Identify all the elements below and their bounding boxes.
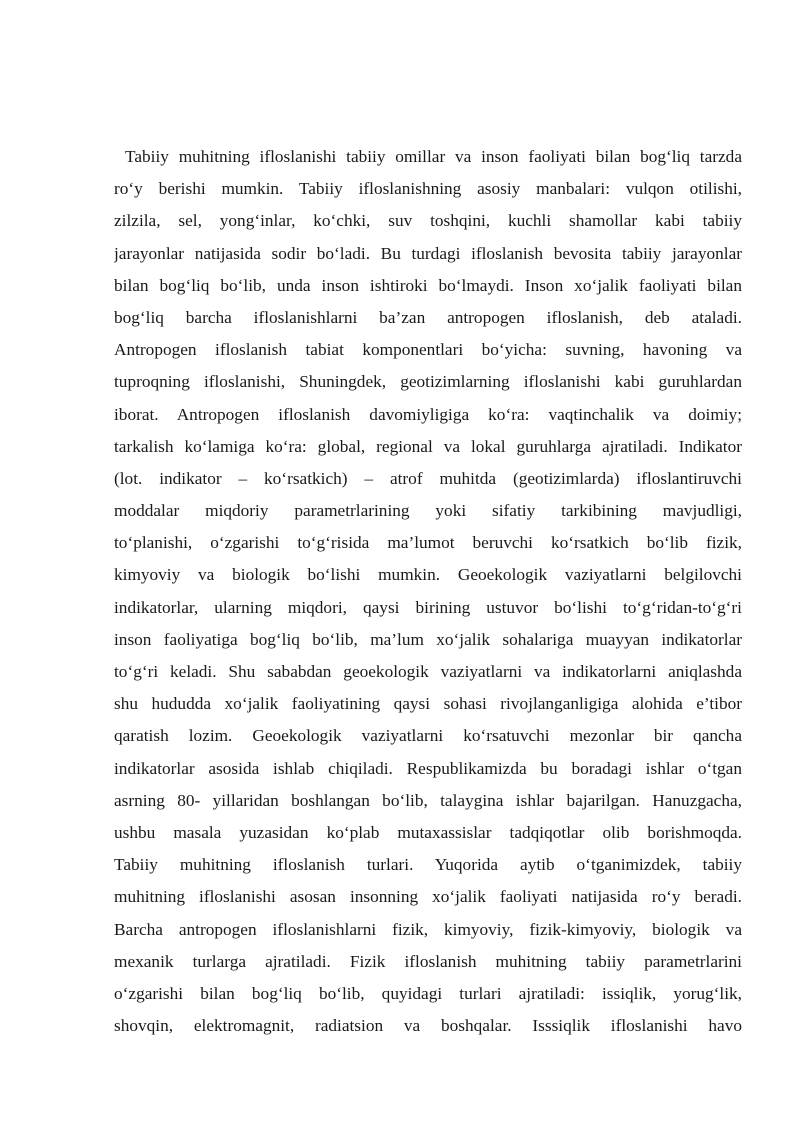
text-line: zilzila, sel, yong‘inlar, ko‘chki, suv toshqini, kuchli shamollar kabi tabiiy xyxy=(114,211,742,231)
text-line: kimyoviy va biologik bo‘lishi mumkin. Geoekologik vaziyatlarni belgilovchi xyxy=(114,565,742,585)
text-line: shu hududda xo‘jalik faoliyatining qaysi sohasi rivojlanganligiga alohida e’tibor xyxy=(114,694,742,714)
text-line: Tabiiy muhitning ifloslanishi tabiiy omillar va inson faoliyati bilan bog‘liq tarzda xyxy=(125,147,742,166)
text-line: iborat. Antropogen ifloslanish davomiyligiga ko‘ra: vaqtinchalik va doimiy; xyxy=(114,404,742,424)
text-line: asrning 80- yillaridan boshlangan bo‘lib, talaygina ishlar bajarilgan. Hanuzgacha, xyxy=(114,790,742,810)
text-line: moddalar miqdoriy parametrlarining yoki sifatiy tarkibining mavjudligi, xyxy=(114,501,742,521)
text-line: Barcha antropogen ifloslanishlarni fizik, kimyoviy, fizik-kimyoviy, biologik va xyxy=(114,919,742,939)
text-line: jarayonlar natijasida sodir bo‘ladi. Bu turdagi ifloslanish bevosita tabiiy jarayonlar xyxy=(114,243,742,263)
text-line: Antropogen ifloslanish tabiat komponentlari bo‘yicha: suvning, havoning va xyxy=(114,340,742,360)
text-line: indikatorlar, ularning miqdori, qaysi birining ustuvor bo‘lishi to‘g‘ridan-to‘g‘ri xyxy=(114,597,742,617)
text-line: mexanik turlarga ajratiladi. Fizik ifloslanish muhitning tabiiy parametrlarini xyxy=(114,951,742,971)
body-paragraph xyxy=(114,141,742,1042)
text-line: tuproqning ifloslanishi, Shuningdek, geotizimlarning ifloslanishi kabi guruhlardan xyxy=(114,372,742,392)
text-line: indikatorlar asosida ishlab chiqiladi. Respublikamizda bu boradagi ishlar o‘tgan xyxy=(114,758,742,778)
text-line: qaratish lozim. Geoekologik vaziyatlarni ko‘rsatuvchi mezonlar bir qancha xyxy=(114,726,742,746)
text-line: shovqin, elektromagnit, radiatsion va boshqalar. Isssiqlik ifloslanishi havo xyxy=(114,1016,742,1036)
text-line: bilan bog‘liq bo‘lib, unda inson ishtiroki bo‘lmaydi. Inson xo‘jalik faoliyati bilan xyxy=(114,275,742,295)
text-line: Tabiiy muhitning ifloslanish turlari. Yuqorida aytib o‘tganimizdek, tabiiy xyxy=(114,855,742,875)
text-line: ro‘y berishi mumkin. Tabiiy ifloslanishning asosiy manbalari: vulqon otilishi, xyxy=(114,179,742,199)
text-line: to‘g‘ri keladi. Shu sababdan geoekologik vaziyatlarni va indikatorlarni aniqlashda xyxy=(114,662,742,681)
text-line: (lot. indikator – ko‘rsatkich) – atrof muhitda (geotizimlarda) ifloslantiruvchi xyxy=(114,468,742,488)
text-line: inson faoliyatiga bog‘liq bo‘lib, ma’lum xo‘jalik sohalariga muayyan indikatorlar xyxy=(114,629,742,649)
text-line: ushbu masala yuzasidan ko‘plab mutaxassislar tadqiqotlar olib borishmoqda. xyxy=(114,822,742,842)
text-line: tarkalish ko‘lamiga ko‘ra: global, regional va lokal guruhlarga ajratiladi. Indikator xyxy=(114,436,742,456)
text-line: to‘planishi, o‘zgarishi to‘g‘risida ma’lumot beruvchi ko‘rsatkich bo‘lib fizik, xyxy=(114,533,742,553)
text-line: muhitning ifloslanishi asosan insonning xo‘jalik faoliyati natijasida ro‘y beradi. xyxy=(114,887,742,907)
text-line: o‘zgarishi bilan bog‘liq bo‘lib, quyidagi turlari ajratiladi: issiqlik, yorug‘lik, xyxy=(114,983,742,1003)
text-line: bog‘liq barcha ifloslanishlarni ba’zan antropogen ifloslanish, deb ataladi. xyxy=(114,307,742,327)
